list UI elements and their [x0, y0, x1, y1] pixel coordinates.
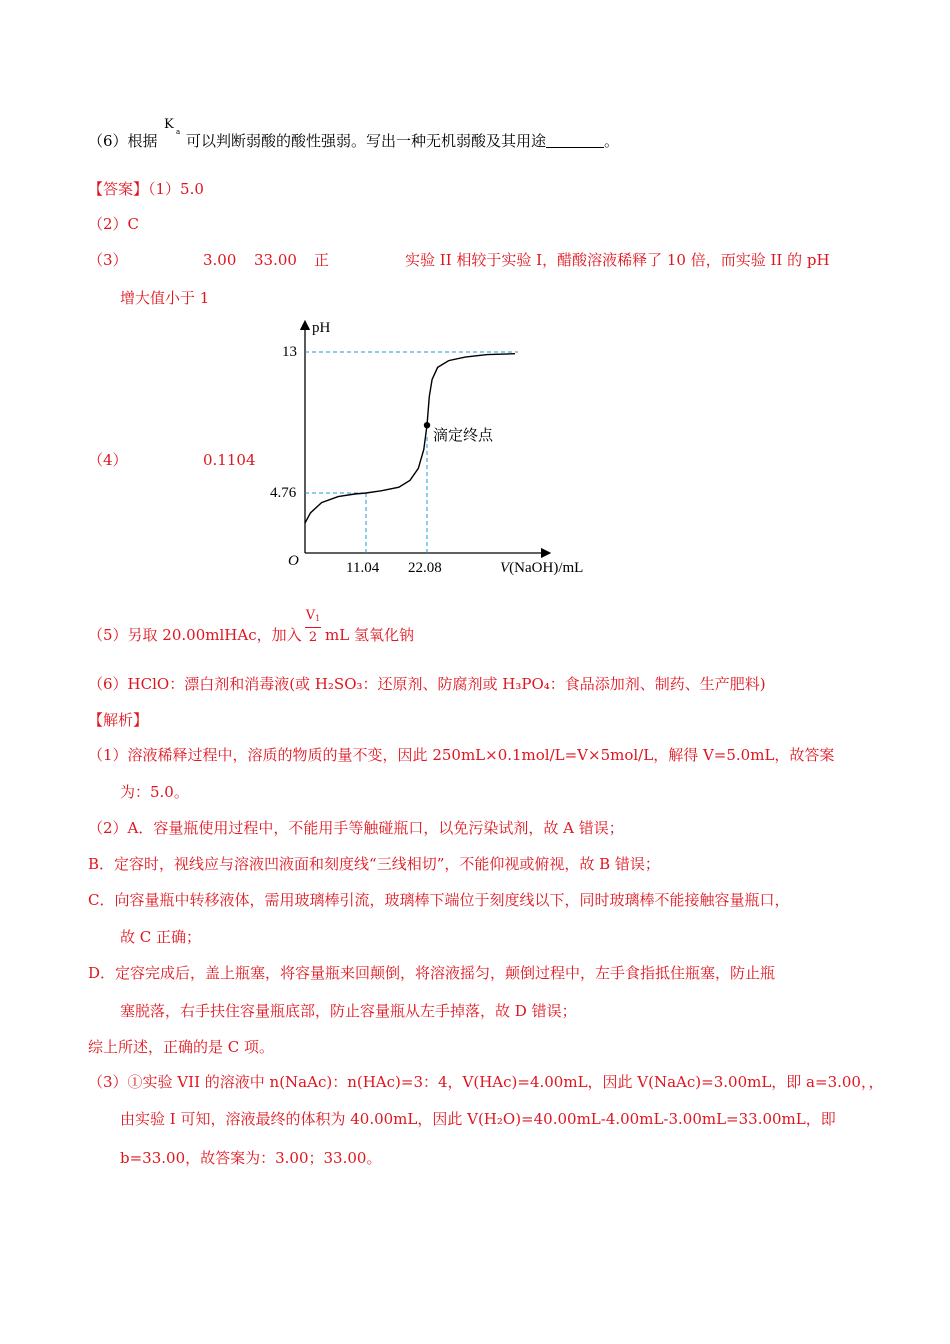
- q6-end: 。: [604, 132, 620, 150]
- answer-3-reason: 实验 II 相较于实验 I，醋酸溶液稀释了 10 倍，而实验 II 的 pH: [405, 251, 830, 269]
- analysis-1b: 为：5.0。: [120, 783, 189, 801]
- fraction-numerator: [305, 608, 321, 623]
- ytick-476: 4.76: [270, 485, 297, 501]
- analysis-d-b: 塞脱落，右手扶住容量瓶底部，防止容量瓶从左手掉落，故 D 错误；: [120, 1002, 577, 1020]
- q6-body: 可以判断弱酸的酸性强弱。写出一种无机弱酸及其用途: [186, 132, 547, 150]
- analysis-1a: （1）溶液稀释过程中，溶质的物质的量不变，因此 250mL×0.1mol/L=V×5mol/L，解得 V=5.0mL，故答案: [88, 746, 835, 764]
- ka-symbol: K: [164, 117, 174, 132]
- q6-prefix: （6）根据: [88, 132, 158, 150]
- analysis-3c: b=33.00，故答案为：3.00；33.00。: [120, 1149, 382, 1167]
- answer-3-b: 33.00: [254, 251, 297, 269]
- answer-3-reason-cont: 增大值小于 1: [120, 289, 210, 307]
- answer-3-sign: 正: [314, 251, 330, 269]
- x-axis-label: V(NaOH)/mL: [500, 560, 584, 576]
- origin-label: O: [288, 553, 299, 569]
- answer-blank: [546, 133, 604, 148]
- analysis-summary: 综上所述，正确的是 C 项。: [88, 1038, 275, 1056]
- analysis-c-a: C．向容量瓶中转移液体，需用玻璃棒引流，玻璃棒下端位于刻度线以下，同时玻璃棒不能接触容量瓶口，: [88, 891, 790, 909]
- answer-3-a: 3.00: [203, 251, 237, 269]
- fraction-bar: [305, 627, 321, 628]
- analysis-3a: （3）①实验 VII 的溶液中 n(NaAc)：n(HAc)=3：4，V(HAc)=4.00mL，因此 V(NaAc)=3.00mL，即 a=3.00，，: [88, 1073, 884, 1091]
- analysis-c-b: 故 C 正确；: [120, 928, 202, 946]
- analysis-label: 【解析】: [88, 711, 149, 729]
- frac-v: V: [305, 608, 316, 623]
- analysis-d-a: D．定容完成后，盖上瓶塞，将容量瓶来回颠倒，将溶液摇匀，颠倒过程中，左手食指抵住瓶塞，防止瓶: [88, 964, 776, 982]
- endpoint-dot: [424, 422, 430, 428]
- fraction-denominator: 2: [308, 630, 318, 645]
- answer-6: （6）HClO：漂白剂和消毒液(或 H₂SO₃：还原剂、防腐剂或 H₃PO₄：食品添加剂、制药、生产肥料): [88, 675, 766, 693]
- ka-subscript: a: [176, 128, 181, 136]
- analysis-2: （2）A．容量瓶使用过程中，不能用手等触碰瓶口，以免污染试剂，故 A 错误；: [88, 819, 624, 837]
- answer-4-value: 0.1104: [203, 451, 256, 469]
- answer-label: 【答案】: [88, 180, 149, 198]
- answer-line-1: [88, 179, 204, 199]
- answer-5-suffix: mL 氢氧化钠: [325, 626, 414, 644]
- q6-text: [186, 131, 619, 151]
- endpoint-label: 滴定终点: [433, 428, 494, 444]
- answer-4-num: （4）: [88, 451, 128, 469]
- xtick-2208: 22.08: [408, 560, 442, 576]
- frac-v-sub: 1: [315, 614, 321, 623]
- answer-1: （1）5.0: [148, 180, 204, 198]
- xtick-1104: 11.04: [346, 560, 380, 576]
- answer-3-num: （3）: [88, 251, 128, 269]
- ytick-13: 13: [282, 344, 297, 360]
- answer-2: （2）C: [88, 215, 140, 233]
- analysis-b: B．定容时，视线应与溶液凹液面和刻度线“三线相切”，不能仰视或俯视，故 B 错误；: [88, 855, 660, 873]
- y-axis-label: pH: [312, 320, 331, 336]
- analysis-3b: 由实验 I 可知，溶液最终的体积为 40.00mL，因此 V(H₂O)=40.00mL-4.00mL-3.00mL=33.00mL，即: [120, 1110, 836, 1128]
- titration-chart: [262, 315, 612, 585]
- answer-5-prefix: （5）另取 20.00mlHAc，加入: [88, 626, 302, 644]
